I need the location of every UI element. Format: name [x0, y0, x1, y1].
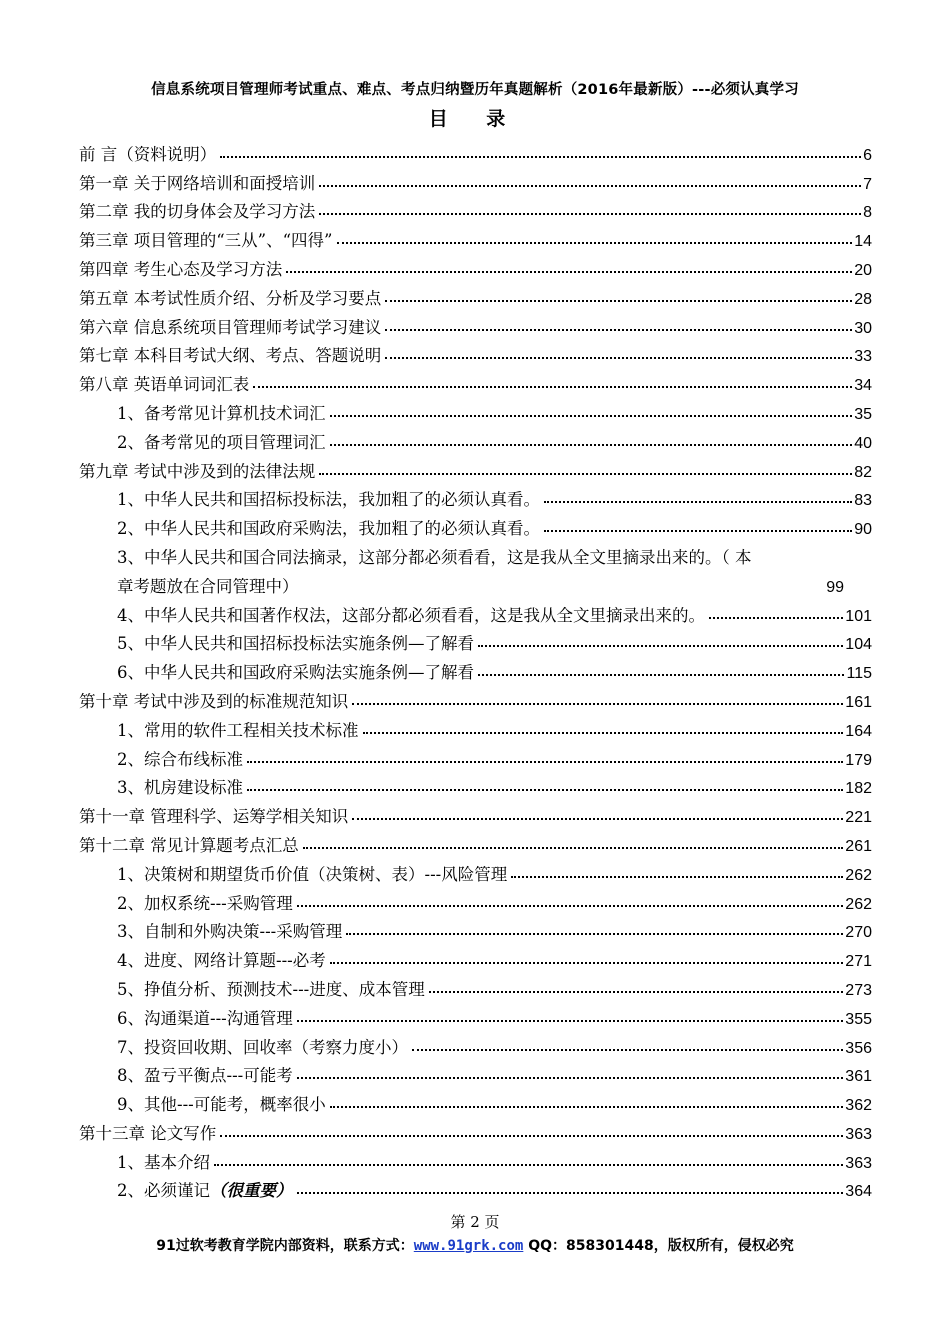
toc-dot-leader — [429, 991, 844, 993]
toc-dot-leader — [544, 501, 852, 503]
toc-entry-text: 第九章 考试中涉及到的法律法规 — [79, 461, 316, 481]
toc-entry[interactable] — [79, 942, 872, 971]
toc-entry[interactable] — [79, 856, 872, 885]
toc-dot-leader — [214, 1164, 843, 1166]
toc-entry-text: 6、沟通渠道---沟通管理 — [117, 1008, 293, 1028]
toc-entry[interactable] — [79, 338, 872, 367]
toc-entry-text: 1、基本介绍 — [117, 1152, 210, 1172]
toc-entry-page: 20 — [854, 261, 872, 279]
toc-entry-text: 1、备考常见计算机技术词汇 — [117, 403, 326, 423]
toc-entry-page: 179 — [845, 751, 872, 769]
toc-entry-page: 40 — [854, 434, 872, 452]
toc-entry[interactable] — [79, 165, 872, 194]
footer-link[interactable]: www.91grk.com — [413, 1238, 524, 1254]
toc-entry[interactable] — [79, 136, 872, 165]
page-title: 目 录 — [428, 108, 522, 130]
toc-dot-leader — [319, 213, 861, 215]
toc-entry[interactable] — [79, 453, 872, 482]
toc-entry-text: 2、加权系统---采购管理 — [117, 893, 293, 913]
toc-dot-leader — [412, 1049, 843, 1051]
toc-entry-wrapped[interactable] — [79, 539, 872, 597]
toc-entry-page: 270 — [845, 924, 872, 942]
toc-entry-text: 4、中华人民共和国著作权法，这部分都必须看看，这是我从全文里摘录出来的。 — [117, 605, 705, 625]
toc-entry[interactable] — [79, 971, 872, 1000]
toc-entry[interactable] — [79, 914, 872, 943]
toc-dot-leader — [511, 876, 843, 878]
toc-entry-page: 262 — [845, 895, 872, 913]
toc-entry-page: 355 — [845, 1010, 872, 1028]
toc-entry-page: 8 — [863, 204, 872, 222]
toc-dot-leader — [319, 473, 852, 475]
toc-entry[interactable] — [79, 798, 872, 827]
toc-dot-leader — [330, 415, 853, 417]
toc-entry-text: 5、挣值分析、预测技术---进度、成本管理 — [117, 979, 425, 999]
toc-entry[interactable] — [79, 1173, 872, 1202]
footer-text: 91过软考教育学院内部资料，联系方式： — [156, 1238, 414, 1254]
toc-entry[interactable] — [79, 1000, 872, 1029]
toc-dot-leader — [330, 1106, 844, 1108]
toc-entry[interactable] — [79, 424, 872, 453]
toc-entry-page: 35 — [854, 405, 872, 423]
toc-dot-leader — [297, 1077, 844, 1079]
toc-entry[interactable] — [79, 885, 872, 914]
toc-entry-page: 90 — [854, 521, 872, 539]
toc-entry-page: 164 — [845, 722, 872, 740]
toc-dot-leader — [478, 645, 843, 647]
toc-dot-leader — [319, 185, 861, 187]
toc-entry-page: 363 — [845, 1154, 872, 1172]
toc-entry-text: 第十章 考试中涉及到的标准规范知识 — [79, 691, 349, 711]
toc-entry-page: 362 — [845, 1097, 872, 1115]
toc-entry-text: 2、备考常见的项目管理词汇 — [117, 432, 326, 452]
toc-entry-text: 2、综合布线标准 — [117, 749, 243, 769]
toc-entry[interactable] — [79, 309, 872, 338]
toc-dot-leader — [385, 329, 852, 331]
toc-entry-text: 1、决策树和期望货币价值（决策树、表）---风险管理 — [117, 864, 508, 884]
toc-entry[interactable] — [79, 1115, 872, 1144]
toc-entry-text: 第十一章 管理科学、运筹学相关知识 — [79, 807, 349, 827]
toc-dot-leader — [337, 242, 853, 244]
toc-entry[interactable] — [79, 1029, 872, 1058]
toc-entry-page: 261 — [845, 837, 872, 855]
toc-entry-text: 第一章 关于网络培训和面授培训 — [79, 173, 316, 193]
toc-entry-text: 3、自制和外购决策---采购管理 — [117, 922, 343, 942]
toc-entry[interactable] — [79, 770, 872, 799]
toc-dot-leader — [303, 847, 844, 849]
toc-dot-leader — [478, 674, 844, 676]
toc-dot-leader — [247, 789, 843, 791]
footer-contact: QQ：858301448，版权所有，侵权必究 — [523, 1238, 794, 1254]
toc-entry[interactable] — [79, 1058, 872, 1087]
toc-entry-page: 115 — [846, 665, 872, 683]
toc-entry[interactable] — [79, 395, 872, 424]
toc-entry[interactable] — [79, 626, 872, 655]
toc-entry-text: 第八章 英语单词词汇表 — [79, 375, 250, 395]
toc-entry[interactable] — [79, 654, 872, 683]
toc-entry-page: 262 — [845, 866, 872, 884]
toc-entry-page: 28 — [854, 290, 872, 308]
page-number: 第 2 页 — [450, 1213, 500, 1231]
toc-dot-leader — [297, 1020, 844, 1022]
toc-entry-page: 82 — [854, 463, 872, 481]
toc-entry[interactable] — [79, 741, 872, 770]
toc-entry-page: 364 — [845, 1183, 872, 1201]
toc-entry-text: 3、中华人民共和国合同法摘录，这部分都必须看看，这是我从全文里摘录出来的。（ 本 — [117, 547, 752, 567]
toc-entry[interactable] — [79, 222, 872, 251]
toc-entry-page: 14 — [854, 233, 872, 251]
toc-entry-page: 33 — [854, 348, 872, 366]
toc-entry[interactable] — [79, 510, 872, 539]
page-header: 信息系统项目管理师考试重点、难点、考点归纳暨历年真题解析（2016年最新版）---必须认真学习 — [151, 82, 799, 98]
toc-entry[interactable] — [79, 597, 872, 626]
toc-entry-text: 第四章 考生心态及学习方法 — [79, 259, 283, 279]
toc-entry-text: 7、投资回收期、回收率（考察力度小） — [117, 1037, 408, 1057]
toc-entry-page: 30 — [854, 319, 872, 337]
toc-dot-leader — [352, 703, 843, 705]
toc-entry[interactable] — [79, 683, 872, 712]
page-footer — [0, 1235, 950, 1255]
toc-dot-leader — [247, 761, 843, 763]
toc-entry-page: 221 — [845, 809, 872, 827]
toc-entry-page: 182 — [845, 780, 872, 798]
toc-entry[interactable] — [79, 827, 872, 856]
toc-entry-text-cont: 章考题放在合同管理中） — [117, 576, 299, 596]
toc-dot-leader — [297, 905, 844, 907]
toc-entry-text: 2、必须谨记（很重要） — [117, 1181, 293, 1201]
toc-entry-page: 273 — [845, 981, 872, 999]
toc-dot-leader — [709, 617, 843, 619]
toc-entry-text: 1、中华人民共和国招标投标法，我加粗了的必须认真看。 — [117, 490, 540, 510]
toc-dot-leader — [297, 1192, 844, 1194]
toc-entry-page: 7 — [863, 175, 872, 193]
toc-dot-leader — [286, 271, 852, 273]
toc-entry[interactable] — [79, 712, 872, 741]
toc-dot-leader — [363, 732, 844, 734]
toc-entry-page: 356 — [845, 1039, 872, 1057]
toc-dot-leader — [352, 818, 843, 820]
toc-entry[interactable] — [79, 194, 872, 223]
toc-entry-text: 2、中华人民共和国政府采购法，我加粗了的必须认真看。 — [117, 519, 540, 539]
toc-dot-leader — [220, 156, 861, 158]
toc-entry-text: 8、盈亏平衡点---可能考 — [117, 1066, 293, 1086]
toc-entry-page: 101 — [845, 607, 872, 625]
toc-entry-text: 第六章 信息系统项目管理师考试学习建议 — [79, 317, 382, 337]
toc-entry-page: 99 — [826, 578, 844, 596]
toc-entry-page: 271 — [845, 953, 872, 971]
toc-entry[interactable] — [79, 280, 872, 309]
toc-entry-text: 3、机房建设标准 — [117, 778, 243, 798]
toc-entry[interactable] — [79, 1086, 872, 1115]
toc-dot-leader — [385, 300, 852, 302]
toc-entry[interactable] — [79, 366, 872, 395]
toc-entry[interactable] — [79, 1144, 872, 1173]
toc-entry-emphasis: （很重要） — [210, 1181, 293, 1201]
toc-entry-text: 第十三章 论文写作 — [79, 1123, 217, 1143]
toc-entry-page: 34 — [854, 377, 872, 395]
toc-dot-leader — [220, 1135, 843, 1137]
toc-dot-leader — [544, 530, 852, 532]
toc-entry-text: 4、进度、网络计算题---必考 — [117, 951, 326, 971]
toc-entry[interactable] — [79, 482, 872, 511]
toc-entry-text: 第七章 本科目考试大纲、考点、答题说明 — [79, 346, 382, 366]
toc-entry-page: 361 — [845, 1068, 872, 1086]
toc-entry[interactable] — [79, 251, 872, 280]
toc-entry-page: 6 — [863, 146, 872, 164]
toc-dot-leader — [330, 444, 853, 446]
toc-entry-text: 5、中华人民共和国招标投标法实施条例—了解看 — [117, 634, 474, 654]
toc-dot-leader — [346, 933, 843, 935]
toc-entry-text: 第十二章 常见计算题考点汇总 — [79, 835, 299, 855]
table-of-contents — [79, 136, 872, 1201]
toc-entry-page: 83 — [854, 492, 872, 510]
toc-dot-leader — [330, 962, 844, 964]
toc-entry-text: 1、常用的软件工程相关技术标准 — [117, 720, 359, 740]
toc-entry-text: 第五章 本考试性质介绍、分析及学习要点 — [79, 288, 382, 308]
toc-entry-page: 104 — [845, 636, 872, 654]
toc-entry-text: 第三章 项目管理的“三从”、“四得” — [79, 231, 333, 251]
toc-entry-page: 363 — [845, 1125, 872, 1143]
toc-entry-text: 第二章 我的切身体会及学习方法 — [79, 202, 316, 222]
toc-dot-leader — [253, 386, 852, 388]
toc-entry-text: 6、中华人民共和国政府采购法实施条例—了解看 — [117, 663, 474, 683]
toc-entry-text: 前 言（资料说明） — [79, 144, 217, 164]
toc-dot-leader — [385, 357, 852, 359]
toc-entry-page: 161 — [845, 693, 872, 711]
toc-entry-text: 9、其他---可能考，概率很小 — [117, 1095, 326, 1115]
